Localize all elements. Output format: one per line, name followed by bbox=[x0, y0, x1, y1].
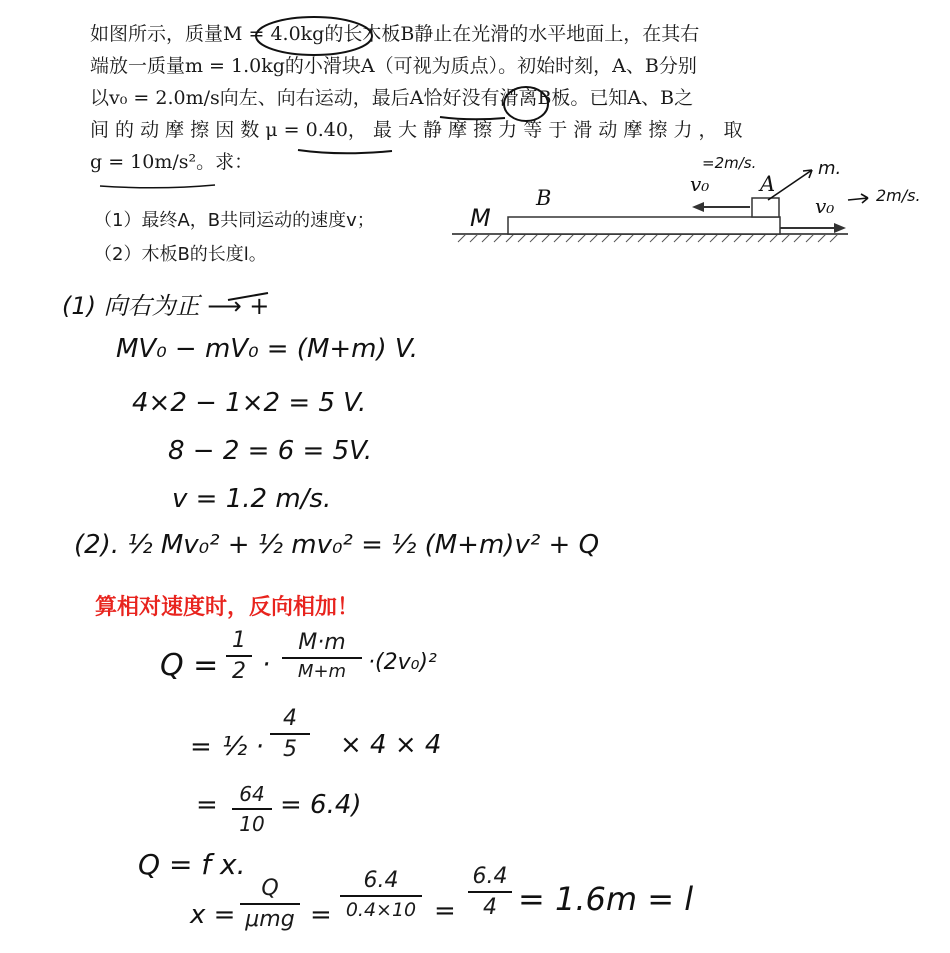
x-lhs: x = bbox=[190, 900, 236, 930]
figure-label-A: A bbox=[760, 172, 776, 196]
figure-note-m: m. bbox=[818, 158, 842, 179]
q3-frac bbox=[232, 782, 272, 836]
part1-line-1: MV₀ − mV₀ = (M+m) V. bbox=[116, 334, 418, 364]
q2-tail: × 4 × 4 bbox=[340, 730, 442, 760]
x-frac3-num: 6.4 bbox=[472, 864, 508, 889]
underline-last-annotation bbox=[440, 117, 505, 119]
problem-line-5: g = 10m/s²。求： bbox=[90, 151, 254, 173]
figure-note-right: 2m/s. bbox=[876, 186, 921, 205]
x-eq1: = bbox=[310, 900, 332, 930]
x-frac3-den: 4 bbox=[483, 895, 497, 920]
q-tail: ·(2v₀)² bbox=[368, 650, 437, 675]
part1-header: (1) 向右为正 ⟶ + bbox=[62, 292, 270, 320]
q3-lhs: = bbox=[196, 790, 218, 820]
q2-den: 5 bbox=[283, 737, 297, 762]
x-frac1 bbox=[240, 876, 300, 932]
q-half-den: 2 bbox=[232, 659, 246, 684]
x-frac2 bbox=[340, 868, 422, 921]
figure-label-v0-left: v₀ bbox=[690, 172, 710, 196]
problem-line-4: 间 的 动 摩 擦 因 数 μ = 0.40， 最 大 静 摩 擦 力 等 于 滑 动 摩 擦 力 ， 取 bbox=[90, 119, 743, 141]
part1-line-4: v = 1.2 m/s. bbox=[172, 484, 332, 514]
board-b-shape bbox=[508, 217, 780, 234]
x-frac3 bbox=[468, 864, 512, 920]
figure-label-M: M bbox=[470, 204, 491, 232]
underline-g-annotation bbox=[100, 185, 215, 188]
figure-note-left: =2m/s. bbox=[702, 154, 757, 172]
figure-ground bbox=[452, 234, 848, 242]
problem-line-2: 端放一质量m = 1.0kg的小滑块A（可视为质点）。初始时刻，A、B分别 bbox=[90, 55, 697, 77]
q-mass-den: M+m bbox=[297, 661, 347, 682]
q-half-num: 1 bbox=[232, 628, 246, 653]
arrow-left-head bbox=[692, 202, 704, 212]
q-mass-frac bbox=[282, 630, 362, 682]
x-tail: = 1.6m = l bbox=[518, 880, 694, 918]
circle-qia-annotation bbox=[504, 87, 548, 121]
question-2: （2）木板B的长度l。 bbox=[94, 244, 267, 265]
question-1: （1）最终A，B共同运动的速度v； bbox=[94, 210, 375, 231]
q-lhs: Q = bbox=[160, 648, 219, 683]
part1-line-2: 4×2 − 1×2 = 5 V. bbox=[132, 388, 367, 418]
q2-frac bbox=[270, 706, 310, 762]
underline-mu-annotation bbox=[298, 150, 392, 153]
part2-header: (2). ½ Mv₀² + ½ mv₀² = ½ (M+m)v² + Q bbox=[74, 530, 600, 560]
x-frac1-num: Q bbox=[261, 876, 279, 901]
q-dot: · bbox=[262, 650, 271, 680]
problem-line-1: 如图所示，质量M = 4.0kg的长木板B静止在光滑的水平地面上，在其右 bbox=[90, 23, 700, 45]
block-a-shape bbox=[752, 198, 779, 217]
q2-lhs: = bbox=[190, 732, 212, 762]
q2-half: ½ · bbox=[222, 732, 264, 762]
problem-line-3: 以v₀ = 2.0m/s向左、向右运动，最后A恰好没有滑离B板。已知A、B之 bbox=[90, 87, 694, 109]
q3-tail: = 6.4) bbox=[280, 790, 362, 820]
q3-num: 64 bbox=[239, 782, 265, 806]
q3-den: 10 bbox=[239, 812, 265, 836]
part1-line-3: 8 − 2 = 6 = 5V. bbox=[168, 436, 373, 466]
arrow-right-head bbox=[834, 223, 846, 233]
circle-mass-annotation bbox=[256, 17, 372, 55]
figure-label-B: B bbox=[536, 186, 552, 210]
x-frac1-den: μmg bbox=[245, 907, 295, 932]
q-half-frac bbox=[226, 628, 252, 684]
q-equals-fx: Q = f x. bbox=[138, 848, 246, 881]
figure-label-v0-right: v₀ bbox=[815, 194, 835, 218]
x-frac2-den: 0.4×10 bbox=[345, 899, 417, 921]
q-mass-num: M·m bbox=[298, 630, 346, 655]
q2-num: 4 bbox=[283, 706, 297, 731]
x-eq2: = bbox=[434, 896, 456, 926]
red-tip-note: 算相对速度时，反向相加！ bbox=[95, 595, 360, 620]
x-frac2-num: 6.4 bbox=[363, 868, 399, 893]
